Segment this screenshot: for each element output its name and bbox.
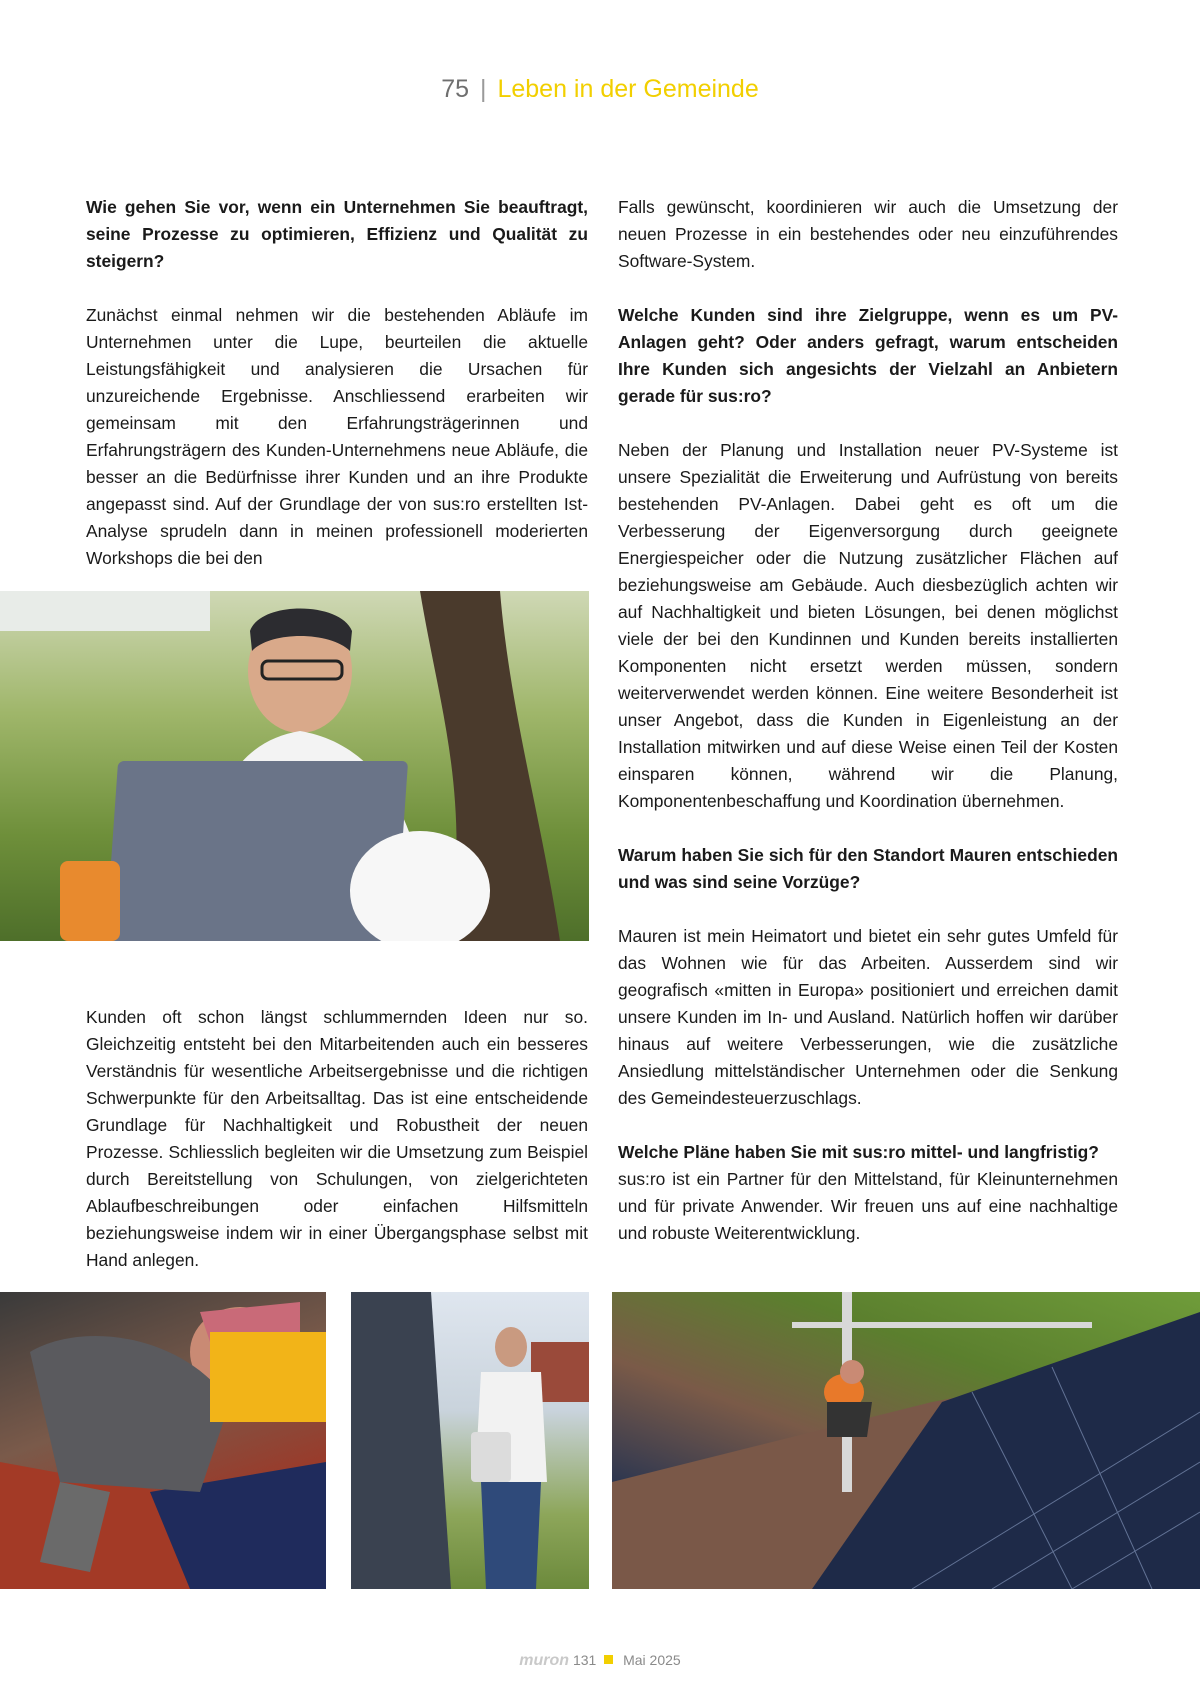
- left-column-top: [86, 194, 588, 572]
- answer-process-optimization: Zunächst einmal nehmen wir die bestehenden Abläufe im Unternehmen unter die Lupe, beurteilen die aktuelle Leistungsfähigkeit und analysieren die Ursachen für unzureichende Ergebnisse. Anschliessend erarbeiten wir gemeinsam mit den Erfahrungsträgerinnen und Erfahrungsträgern des Kunden-Unternehmens neue Abläufe, die besser an die Bedürfnisse ihrer Kunden und an ihre Produkte angepasst sind. Auf der Grundlage der von sus:ro erstellten Ist-Analyse sprudeln dann in meinen professionell moderierten Workshops die bei den: [86, 305, 588, 568]
- answer-target-customers: Neben der Planung und Installation neuer PV-Systeme ist unsere Spezialität die Erweiterung und Aufrüstung von bereits bestehenden PV-Anlagen. Dabei geht es oft um die Verbesserung der Eigenversorgung durch geeignete Energiespeicher oder die Nutzung zusätzlicher Flächen auf beziehungsweise am Gebäude. Auch diesbezüglich achten wir auf Nachhaltigkeit und bieten Lösungen, bei denen möglichst viele der bei den Kundinnen und Kunden bereits installierten Komponenten nicht ersetzt werden müssen, sondern weiterverwendet werden können. Eine weitere Besonderheit ist unser Angebot, dass die Kunden in Eigenleistung an der Installation mitwirken und auf diese Weise einen Teil der Kosten einsparen können, während wir die Planung, Komponentenbeschaffung und Koordination übernehmen.: [618, 440, 1118, 811]
- question-future-plans: Welche Pläne haben Sie mit sus:ro mittel- und langfristig?: [618, 1142, 1099, 1162]
- issue-date: Mai 2025: [623, 1652, 681, 1668]
- photo-rooftop-solar-installation: [612, 1292, 1200, 1589]
- page-number: 75: [441, 75, 470, 103]
- photo-worker-installing-panels: [0, 1292, 326, 1589]
- photo-man-by-solar-wall: [351, 1292, 589, 1589]
- question-location-mauren: Warum haben Sie sich für den Standort Mauren entschieden und was sind seine Vorzüge?: [618, 845, 1118, 892]
- footer-square-icon: [604, 1655, 613, 1664]
- question-target-customers: Welche Kunden sind ihre Zielgruppe, wenn es um PV-Anlagen geht? Oder anders gefragt, warum entscheiden Ihre Kunden sich angesichts der Vielzahl an Anbietern gerade für sus:ro?: [618, 305, 1118, 406]
- question-process-optimization: Wie gehen Sie vor, wenn ein Unternehmen Sie beauftragt, seine Prozesse zu optimieren, Effizienz und Qualität zu steigern?: [86, 197, 588, 271]
- page-footer: [0, 1650, 1200, 1671]
- right-column: [618, 194, 1118, 1247]
- answer-future-plans: sus:ro ist ein Partner für den Mittelstand, für Kleinunternehmen und für private Anwender. Wir freuen uns auf eine nachhaltige und robuste Weiterentwicklung.: [618, 1169, 1118, 1243]
- section-title: Leben in der Gemeinde: [497, 75, 759, 103]
- magazine-brand: muron: [519, 1652, 570, 1669]
- left-column-bottom: [86, 1004, 588, 1274]
- photo-man-with-laptop: [0, 591, 589, 941]
- answer-software-system: Falls gewünscht, koordinieren wir auch die Umsetzung der neuen Prozesse in ein bestehendes oder neu einzuführendes Software-System.: [618, 197, 1118, 271]
- header-separator: |: [480, 75, 487, 103]
- issue-number: 131: [572, 1652, 597, 1668]
- answer-process-optimization-continued: Kunden oft schon längst schlummernden Ideen nur so. Gleichzeitig entsteht bei den Mitarbeitenden auch ein besseres Verständnis für wesentliche Arbeitsergebnisse und die richtigen Schwerpunkte für den Arbeitsalltag. Das ist eine entscheidende Grundlage für Nachhaltigkeit und Robustheit der neuen Prozesse. Schliesslich begleiten wir die Umsetzung zum Beispiel durch Bereitstellung von Schulungen, von zielgerichteten Ablaufbeschreibungen oder einfachen Hilfsmitteln beziehungsweise indem wir in einer Übergangsphase selbst mit Hand anlegen.: [86, 1007, 588, 1270]
- page-header: [0, 72, 1200, 106]
- answer-location-mauren: Mauren ist mein Heimatort und bietet ein sehr gutes Umfeld für das Wohnen wie für das Arbeiten. Ausserdem sind wir geografisch «mitten in Europa» positioniert und erreichen damit unsere Kunden im In- und Ausland. Natürlich hoffen wir darüber hinaus auf weitere Verbesserungen, wie die zusätzliche Ansiedlung mittelständischer Unternehmen oder die Senkung des Gemeindesteuerzuschlags.: [618, 926, 1118, 1108]
